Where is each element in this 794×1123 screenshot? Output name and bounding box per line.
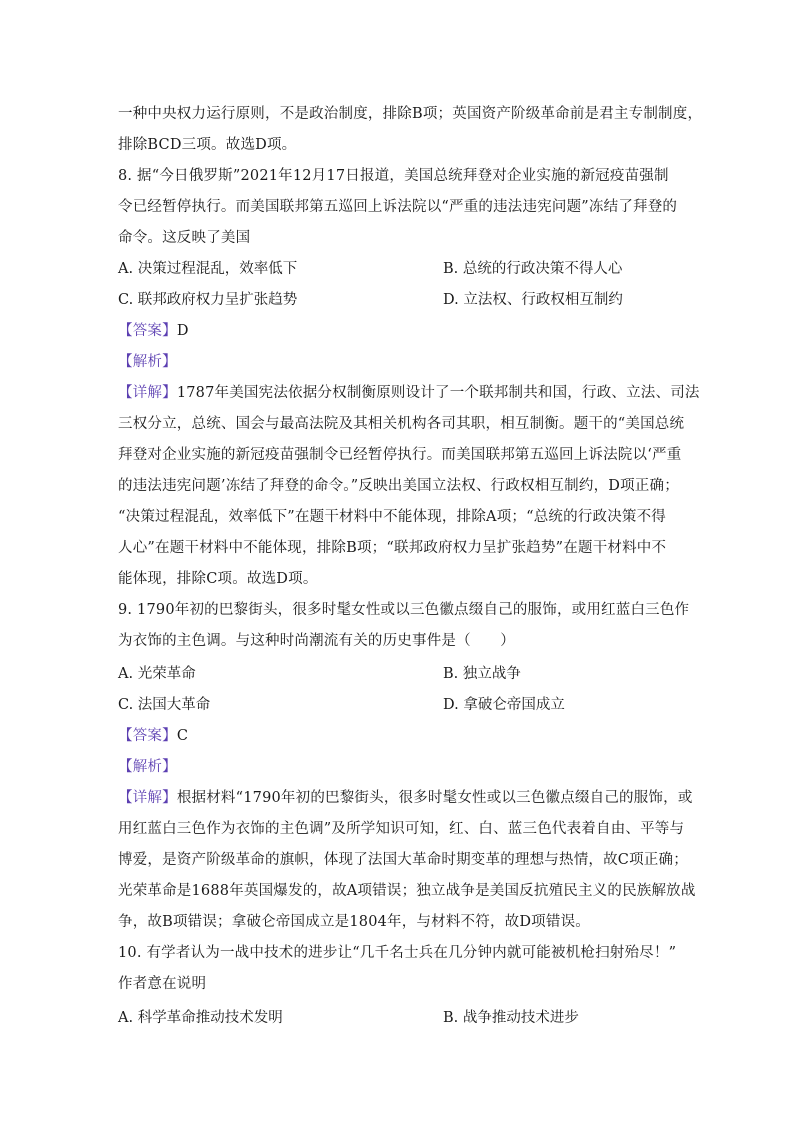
answer-tag: 【答案】 xyxy=(118,323,177,339)
text-line: 排除BCD三项。故选D项。 xyxy=(118,137,297,153)
question-8-option-a: A. 决策过程混乱，效率低下 xyxy=(118,261,298,277)
question-9-detail xyxy=(118,788,693,808)
detail-text: 1787年美国宪法依据分权制衡原则设计了一个联邦制共和国，行政、立法、司法 xyxy=(176,385,700,401)
question-8-answer xyxy=(118,321,189,341)
question-10-option-a: A. 科学革命推动技术发明 xyxy=(118,1010,283,1026)
question-8-detail: 的违法违宪问题’冻结了拜登的命令。”反映出美国立法权、行政权相互制约，D项正确； xyxy=(118,478,679,494)
answer-value: C xyxy=(176,728,189,744)
detail-tag: 【详解】 xyxy=(118,790,177,806)
question-10-option-b: B. 战争推动技术进步 xyxy=(443,1010,579,1026)
text-line: 一种中央权力运行原则，不是政治制度，排除B项；英国资产阶级革命前是君主专制制度， xyxy=(118,106,703,122)
question-9-stem: 9. 1790年初的巴黎街头，很多时髦女性或以三色徽点缀自己的服饰，或用红蓝白三色作 xyxy=(118,602,690,618)
question-8-detail: “决策过程混乱，效率低下”在题干材料中不能体现，排除A项；“总统的行政决策不得 xyxy=(118,509,667,525)
question-8-option-d: D. 立法权、行政权相互制约 xyxy=(443,292,623,308)
question-9-option-a: A. 光荣革命 xyxy=(118,666,196,682)
question-8-detail: 能体现，排除C项。故选D项。 xyxy=(118,571,318,587)
question-8-detail: 人心”在题干材料中不能体现，排除B项；“联邦政府权力呈扩张趋势”在题干材料中不 xyxy=(118,540,667,556)
question-8-detail xyxy=(118,383,700,403)
question-8-stem: 命令。这反映了美国 xyxy=(118,230,251,246)
question-9-detail: 争，故B项错误；拿破仑帝国成立是1804年，与材料不符，故D项错误。 xyxy=(118,914,590,930)
question-8-option-b: B. 总统的行政决策不得人心 xyxy=(443,261,623,277)
question-8-stem: 8. 据“今日俄罗斯”2021年12月17日报道，美国总统拜登对企业实施的新冠疫苗强制 xyxy=(118,168,669,184)
question-8-detail: 三权分立，总统、国会与最高法院及其相关机构各司其职，相互制衡。题干的“美国总统 xyxy=(118,416,685,432)
answer-value: D xyxy=(176,323,189,339)
question-9-option-b: B. 独立战争 xyxy=(443,666,521,682)
question-8-detail: 拜登对企业实施的新冠疫苗强制令已经暂停执行。而美国联邦第五巡回上诉法院以‘严重 xyxy=(118,447,682,463)
question-9-stem: 为衣饰的主色调。与这种时尚潮流有关的历史事件是（ ） xyxy=(118,633,515,649)
question-8-stem: 令已经暂停执行。而美国联邦第五巡回上诉法院以“严重的违法违宪问题”冻结了拜登的 xyxy=(118,199,678,215)
question-9-analysis xyxy=(118,757,177,777)
question-9-answer xyxy=(118,726,188,746)
question-9-detail: 用红蓝白三色作为衣饰的主色调”及所学知识可知，红、白、蓝三色代表着自由、平等与 xyxy=(118,821,685,837)
question-9-detail: 博爱，是资产阶级革命的旗帜，体现了法国大革命时期变革的理想与热情，故C项正确； xyxy=(118,852,688,868)
detail-text: 根据材料“1790年初的巴黎街头，很多时髦女性或以三色徽点缀自己的服饰，或 xyxy=(176,790,693,806)
detail-tag: 【详解】 xyxy=(118,385,177,401)
analysis-tag: 【解析】 xyxy=(118,354,177,370)
question-10-stem: 作者意在说明 xyxy=(118,976,207,992)
question-9-detail: 光荣革命是1688年英国爆发的，故A项错误；独立战争是美国反抗殖民主义的民族解放战 xyxy=(118,883,696,899)
analysis-tag: 【解析】 xyxy=(118,759,177,775)
question-8-analysis xyxy=(118,352,177,372)
question-9-option-c: C. 法国大革命 xyxy=(118,697,211,713)
question-9-option-d: D. 拿破仑帝国成立 xyxy=(443,697,565,713)
question-8-option-c: C. 联邦政府权力呈扩张趋势 xyxy=(118,292,298,308)
answer-tag: 【答案】 xyxy=(118,728,177,744)
question-10-stem: 10. 有学者认为一战中技术的进步让“几千名士兵在几分钟内就可能被机枪扫射殆尽！” xyxy=(118,945,677,961)
